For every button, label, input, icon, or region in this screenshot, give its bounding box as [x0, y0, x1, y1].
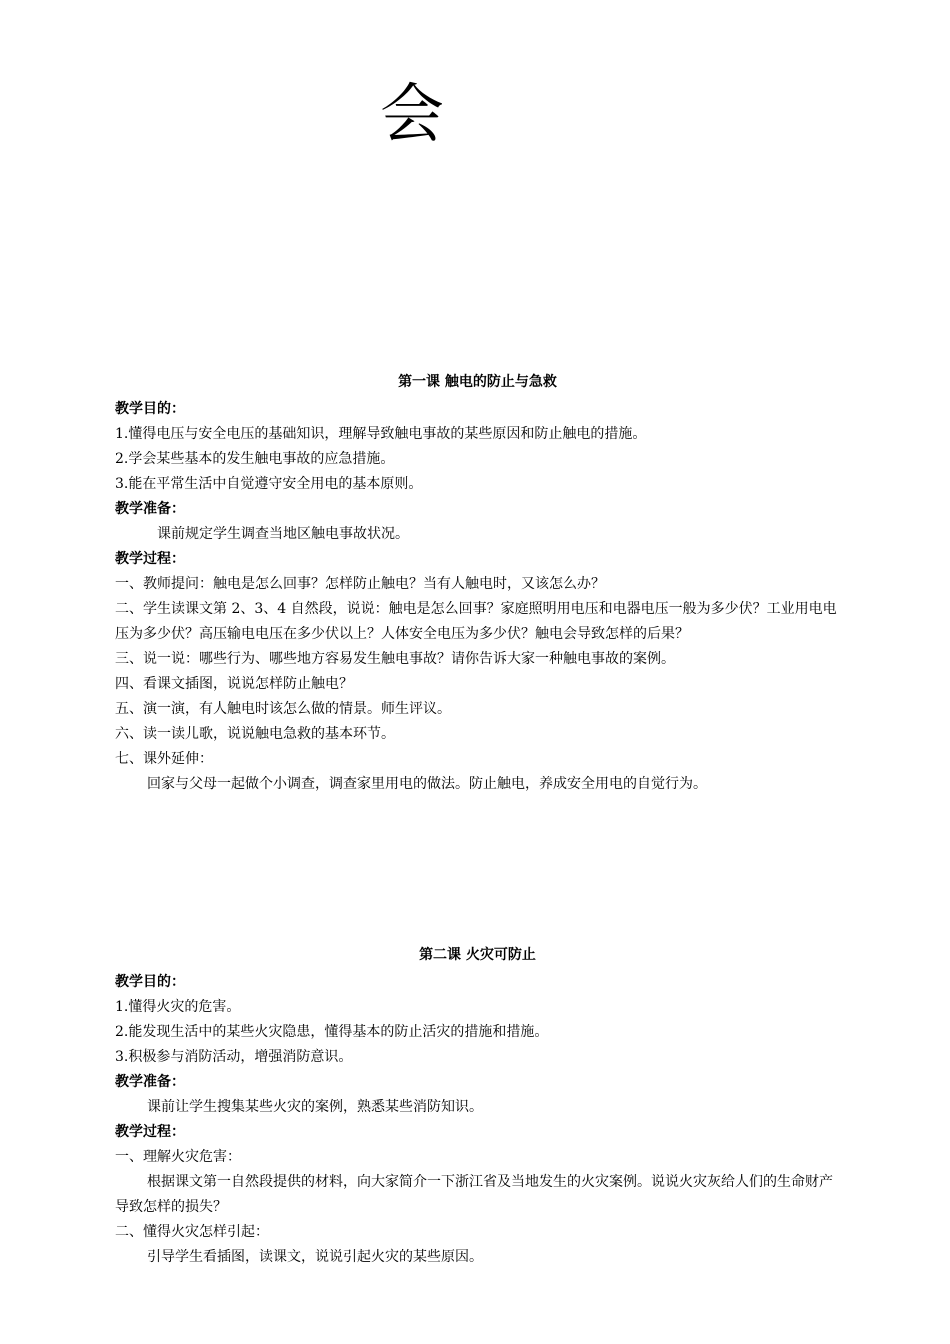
lesson-1-step: 二、学生读课文第 2、3、4 自然段，说说：触电是怎么回事？家庭照明用电压和电器电压一般为多少伏？工业用电电压为多少伏？高压输电电压在多少伏以上？人体安全电压为多少伏？触电会导致怎样的后果？	[115, 601, 837, 642]
lesson-2-prep-text: 课前让学生搜集某些火灾的案例，熟悉某些消防知识。	[147, 1099, 483, 1115]
lesson-1-step: 六、读一读儿歌，说说触电急救的基本环节。	[115, 726, 395, 742]
lesson-1-prep-text: 课前规定学生调查当地区触电事故状况。	[157, 526, 409, 542]
lesson-1-step: 四、看课文插图，说说怎样防止触电？	[115, 676, 353, 692]
lesson-2-goal: 1.懂得火灾的危害。	[115, 999, 241, 1015]
lesson-1-process-heading: 教学过程：	[115, 551, 185, 567]
lesson-2-step-body: 引导学生看插图，读课文，说说引起火灾的某些原因。	[147, 1249, 483, 1265]
lesson-2-step-heading: 一、理解火灾危害：	[115, 1149, 241, 1165]
lesson-2-step-body: 根据课文第一自然段提供的材料，向大家简介一下浙江省及当地发生的火灾案例。说说火灾灰给人们的生命财产导致怎样的损失？	[115, 1174, 833, 1215]
lesson-1-step: 三、说一说：哪些行为、哪些地方容易发生触电事故？请你告诉大家一种触电事故的案例。	[115, 651, 675, 667]
lesson-2-step-heading: 二、懂得火灾怎样引起：	[115, 1224, 269, 1240]
lesson-1-step: 七、课外延伸：	[115, 751, 213, 767]
lesson-1-step: 一、教师提问：触电是怎么回事？怎样防止触电？当有人触电时，又该怎么办？	[115, 576, 605, 592]
lesson-1	[115, 372, 840, 797]
lesson-2-goal: 3.积极参与消防活动，增强消防意识。	[115, 1049, 353, 1065]
lesson-2-process-heading: 教学过程：	[115, 1124, 185, 1140]
lesson-1-extension-text: 回家与父母一起做个小调查，调查家里用电的做法。防止触电，养成安全用电的自觉行为。	[147, 776, 707, 792]
lesson-1-goal: 2.学会某些基本的发生触电事故的应急措施。	[115, 451, 395, 467]
lesson-1-title: 第一课 触电的防止与急救	[398, 374, 557, 390]
lesson-1-prep-heading: 教学准备：	[115, 501, 185, 517]
lesson-2	[115, 945, 840, 1270]
lesson-2-prep-heading: 教学准备：	[115, 1074, 185, 1090]
lesson-2-goal: 2.能发现生活中的某些火灾隐患，懂得基本的防止活灾的措施和措施。	[115, 1024, 549, 1040]
lesson-2-goals-heading: 教学目的：	[115, 974, 185, 990]
lesson-1-goal: 1.懂得电压与安全电压的基础知识，理解导致触电事故的某些原因和防止触电的措施。	[115, 426, 647, 442]
lesson-1-goal: 3.能在平常生活中自觉遵守安全用电的基本原则。	[115, 476, 423, 492]
lesson-1-step: 五、演一演，有人触电时该怎么做的情景。师生评议。	[115, 701, 451, 717]
decorative-heading-char: 会	[380, 78, 444, 152]
lesson-2-title: 第二课 火灾可防止	[419, 947, 536, 963]
lesson-1-goals-heading: 教学目的：	[115, 401, 185, 417]
